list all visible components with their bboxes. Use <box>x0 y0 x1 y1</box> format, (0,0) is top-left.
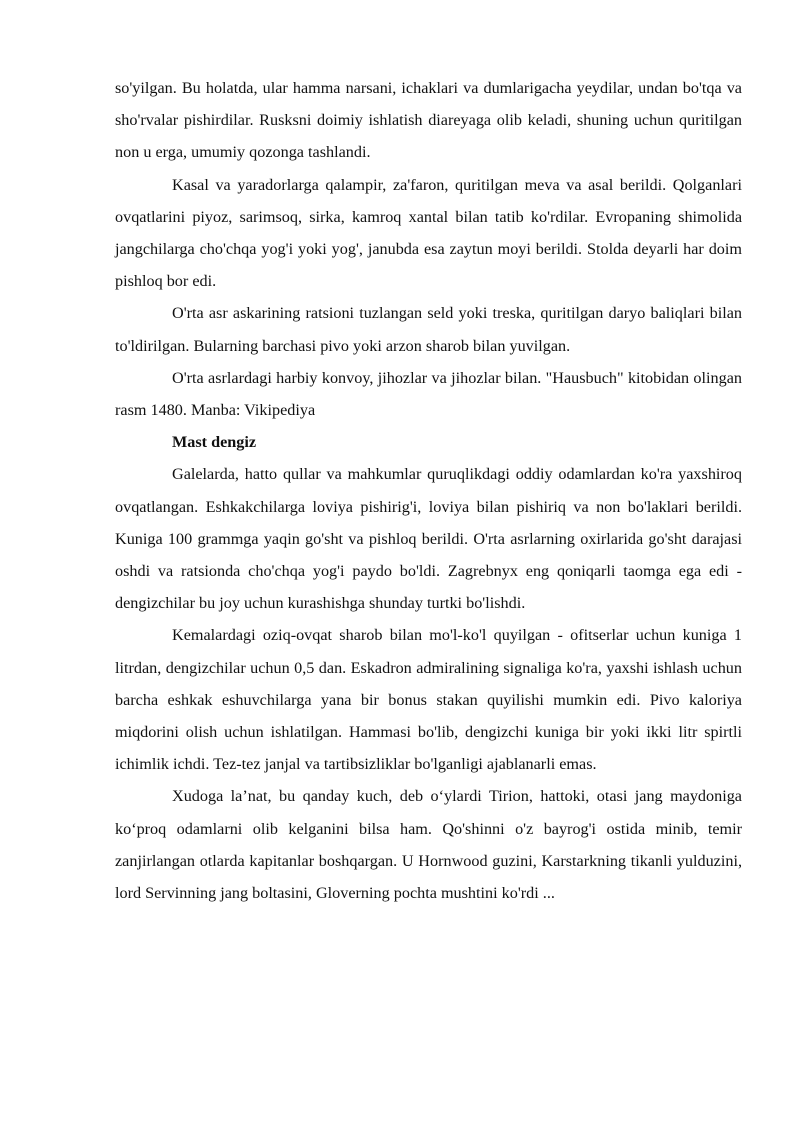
paragraph-sick-and-wounded: Kasal va yaradorlarga qalampir, za'faron, quritilgan meva va asal berildi. Qolganlari ovqatlarini piyoz, sarimsoq, sirka, kamroq xantal bilan tatib ko'rdilar. Evropaning shimolida jangchilarga cho'chqa yog'i yoki yog', janubda esa zaytun moyi berildi. Stolda deyarli har doim pishloq bor edi. <box>115 175 742 291</box>
paragraph-continuation: so'yilgan. Bu holatda, ular hamma narsani, ichaklari va dumlarigacha yeydilar, undan bo'tqa va sho'rvalar pishirdilar. Rusksni doimiy ishlatish diareyaga olib keladi, shuning uchun quritilgan non u erga, umumiy qozonga tashlandi. <box>115 79 742 162</box>
paragraph-tyrion: Xudoga la’nat, bu qanday kuch, deb o‘ylardi Tirion, hattoki, otasi jang maydoniga ko‘proq odamlarni olib kelganini bilsa ham. Qo'shinni o'z bayrog'i ostida minib, temir zanjirlangan otlarda kapitanlar boshqargan. U Hornwood guzini, Karstarkning tikanli yulduzini, lord Servinning jang boltasini, Gloverning pochta mushtini ko'rdi ... <box>115 787 742 903</box>
paragraph-soldier-ration: O'rta asr askarining ratsioni tuzlangan seld yoki treska, quritilgan daryo baliqlari bilan to'ldirilgan. Bularning barchasi pivo yoki arzon sharob bilan yuvilgan. <box>115 304 742 355</box>
paragraph-wine-on-ships: Kemalardagi oziq-ovqat sharob bilan mo'l-ko'l quyilgan - ofitserlar uchun kuniga 1 litrdan, dengizchilar uchun 0,5 dan. Eskadron admiralining signaliga ko'ra, yaxshi ishlash uchun barcha eshkak eshuvchilarga yana bir bonus stakan quyilishi mumkin edi. Pivo kaloriya miqdorini olish uchun ishlatilgan. Hammasi bo'lib, dengizchi kuniga bir yoki ikki litr spirtli ichimlik ichdi. Tez-tez janjal va tartibsizliklar bo'lganligi ajablanarli emas. <box>115 626 742 774</box>
document-page <box>115 72 742 909</box>
section-heading: Mast dengiz <box>172 433 257 452</box>
paragraph-image-caption: O'rta asrlardagi harbiy konvoy, jihozlar va jihozlar bilan. "Hausbuch" kitobidan olingan rasm 1480. Manba: Vikipediya <box>115 368 742 420</box>
paragraph-galleys: Galelarda, hatto qullar va mahkumlar quruqlikdagi oddiy odamlardan ko'ra yaxshiroq ovqatlangan. Eshkakchilarga loviya pishirig'i, loviya bilan pishiriq va non bo'laklari berildi. Kuniga 100 grammga yaqin go'sht va pishloq berildi. O'rta asrlarning oxirlarida go'sht darajasi oshdi va ratsionda cho'chqa yog'i paydo bo'ldi. Zagrebnyx eng qoniqarli taomga ega edi - dengizchilar bu joy uchun kurashishga shunday turtki bo'lishdi. <box>115 465 742 613</box>
